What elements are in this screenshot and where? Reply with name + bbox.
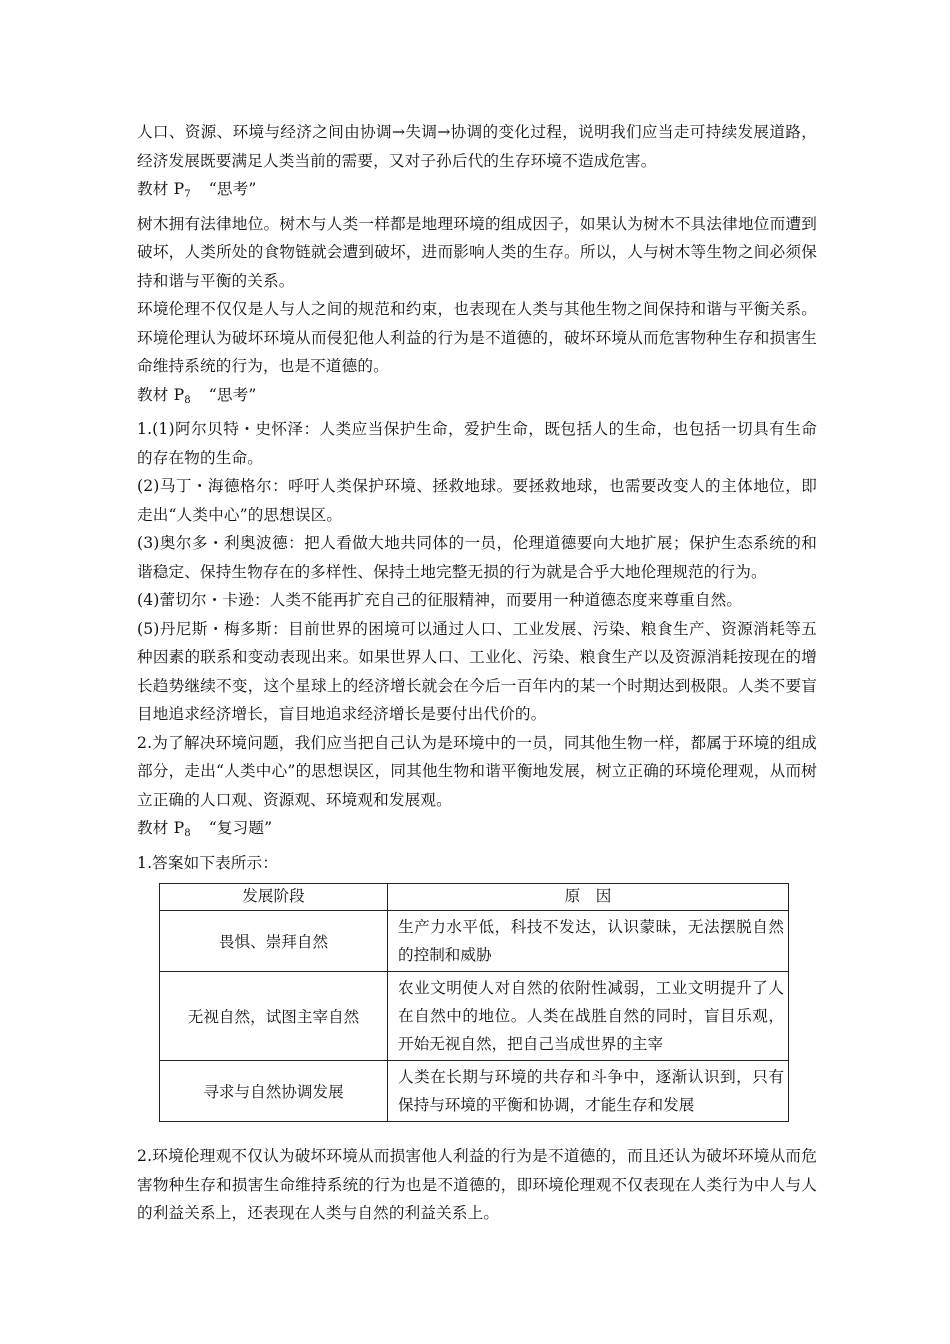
heading-title: “思考” (208, 385, 257, 404)
paragraph-solution: 2.为了解决环境问题，我们应当把自己认为是环境中的一员，同其他生物一样，都属于环境的组成部分，走出“人类中心”的思想误区，同其他生物和谐平衡地发展，树立正确的环境伦理观，从而树立正确的人口观、资源观、环境观和发展观。 (137, 733, 817, 809)
table-row (160, 1061, 789, 1122)
table-cell-stage: 畏惧、崇拜自然 (160, 911, 388, 972)
paragraph-final-answer: 2.环境伦理观不仅认为破坏环境从而损害他人利益的行为是不道德的，而且还认为破坏环境从而危害物种生存和损害生命维持系统的行为也是不道德的，即环境伦理观不仅表现在人类行为中人与人的利益关系上，还表现在人类与自然的利益关系上。 (137, 1147, 817, 1222)
table-cell-stage: 无视自然，试图主宰自然 (160, 972, 388, 1061)
answer-intro: 1.答案如下表所示： (137, 853, 279, 872)
paragraph-leopold: (3)奥尔多・利奥波德：把人看做大地共同体的一员，伦理道德要向大地扩展；保护生态系统的和谐稳定、保持生物存在的多样性、保持土地完整无损的行为就是合乎大地伦理规范的行为。 (137, 534, 817, 581)
table-row (160, 972, 789, 1061)
heading-page-number: 8 (184, 394, 191, 406)
table-header-row (160, 884, 789, 911)
heading-prefix: 教材 P (137, 385, 185, 404)
paragraph-tree-legal-status: 树木拥有法律地位。树木与人类一样都是地理环境的组成因子，如果认为树木不具法律地位而遭到破坏，人类所处的食物链就会遭到破坏，进而影响人类的生存。所以，人与树木等生物之间必须保持和谐与平衡的关系。 (137, 214, 817, 290)
heading-page-number: 8 (184, 828, 191, 839)
heading-prefix: 教材 P (137, 180, 185, 198)
section-heading-p7-thinking (137, 175, 817, 210)
document-page (137, 118, 817, 1228)
heading-prefix: 教材 P (137, 819, 185, 837)
table-cell-reason: 农业文明使人对自然的依附性减弱，工业文明提升了人在自然中的地位。人类在战胜自然的同时，盲目乐观，开始无视自然，把自己当成世界的主宰 (388, 972, 789, 1061)
table-header-stage: 发展阶段 (160, 884, 388, 911)
heading-title: “复习题” (208, 819, 273, 837)
heading-page-number: 7 (184, 189, 191, 200)
table-cell-stage: 寻求与自然协调发展 (160, 1061, 388, 1122)
table-row (160, 911, 789, 972)
paragraph-meadows: (5)丹尼斯・梅多斯：目前世界的困境可以通过人口、工业发展、污染、粮食生产、资源消耗等五种因素的联系和变动表现出来。如果世界人口、工业化、污染、粮食生产以及资源消耗按现在的增长趋势继续不变，这个星球上的经济增长就会在今后一百年内的某一个时期达到极限。人类不要盲目地追求经济增长，盲目地追求经济增长是要付出代价的。 (137, 619, 817, 723)
section-heading-p8-review (137, 814, 817, 849)
paragraph-environmental-ethics: 环境伦理不仅仅是人与人之间的规范和约束，也表现在人类与其他生物之间保持和谐与平衡关系。环境伦理认为破坏环境从而侵犯他人利益的行为是不道德的，破坏环境从而危害物种生存和损害生命维持系统的行为，也是不道德的。 (137, 300, 817, 375)
heading-title: “思考” (208, 180, 257, 198)
paragraph-schweitzer: 1.(1)阿尔贝特・史怀泽：人类应当保护生命，爱护生命，既包括人的生命，也包括一切具有生命的存在物的生命。 (137, 420, 817, 467)
paragraph-sustainable-development: 人口、资源、环境与经济之间由协调→失调→协调的变化过程，说明我们应当走可持续发展道路，经济发展既要满足人类当前的需要，又对子孙后代的生存环境不造成危害。 (137, 123, 817, 170)
table-cell-reason: 生产力水平低，科技不发达，认识蒙昧，无法摆脱自然的控制和威胁 (388, 911, 789, 972)
section-heading-p8-thinking (137, 381, 817, 416)
table-header-reason: 原 因 (388, 884, 789, 911)
answer-table (159, 883, 789, 1122)
paragraph-heidegger: (2)马丁・海德格尔：呼吁人类保护环境、拯救地球。要拯救地球，也需要改变人的主体地位，即走出“人类中心”的思想误区。 (137, 477, 817, 524)
paragraph-carson: (4)蕾切尔・卡逊：人类不能再扩充自己的征服精神，而要用一种道德态度来尊重自然。 (137, 591, 743, 609)
table-cell-reason: 人类在长期与环境的共存和斗争中，逐渐认识到，只有保持与环境的平衡和协调，才能生存和发展 (388, 1061, 789, 1122)
